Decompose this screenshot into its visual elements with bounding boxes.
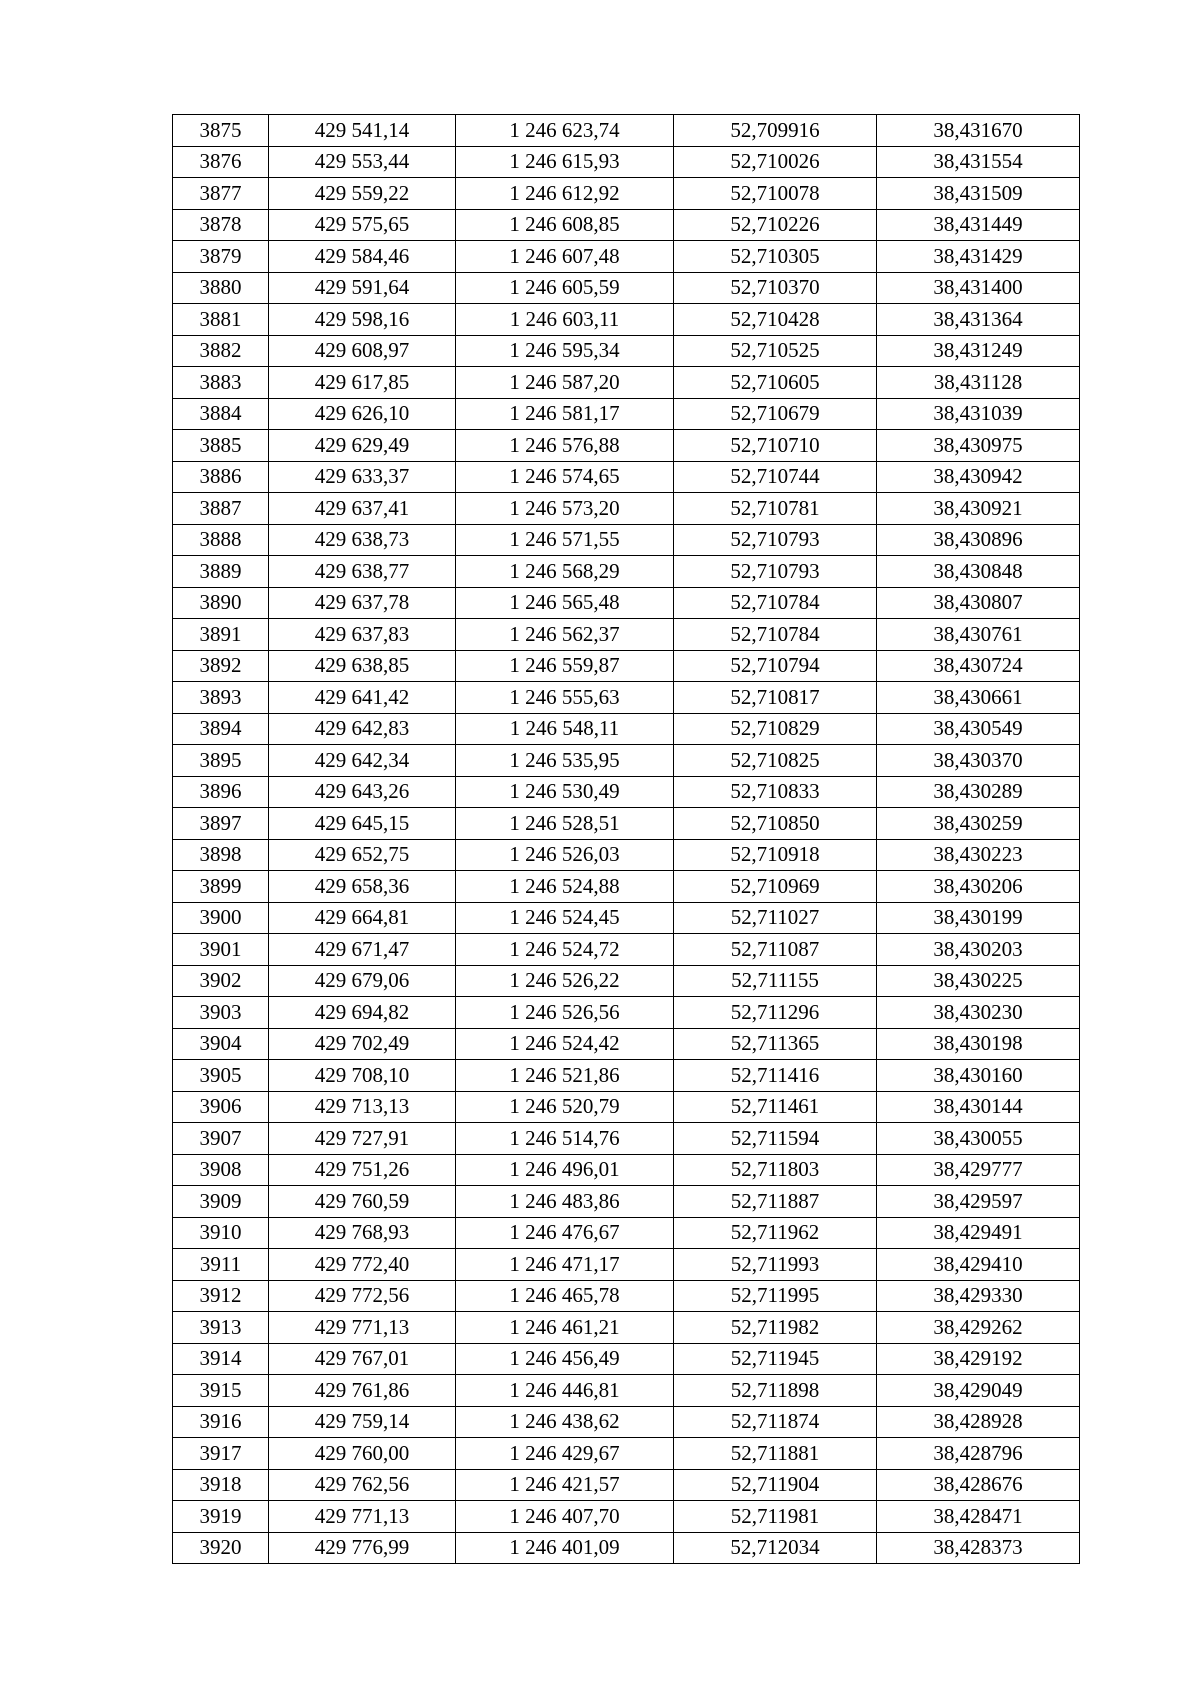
y-coordinate-cell: 1 246 607,48 [456, 241, 674, 273]
latitude-cell: 52,710525 [674, 335, 877, 367]
coordinates-table [172, 114, 1080, 1564]
longitude-cell: 38,431039 [877, 398, 1080, 430]
longitude-cell: 38,430975 [877, 430, 1080, 462]
x-coordinate-cell: 429 642,83 [269, 713, 456, 745]
longitude-cell: 38,430942 [877, 461, 1080, 493]
y-coordinate-cell: 1 246 496,01 [456, 1154, 674, 1186]
longitude-cell: 38,431670 [877, 115, 1080, 147]
longitude-cell: 38,429262 [877, 1312, 1080, 1344]
y-coordinate-cell: 1 246 574,65 [456, 461, 674, 493]
table-row [173, 902, 1080, 934]
point-number-cell: 3876 [173, 146, 269, 178]
longitude-cell: 38,430223 [877, 839, 1080, 871]
latitude-cell: 52,711416 [674, 1060, 877, 1092]
table-row [173, 1249, 1080, 1281]
point-number-cell: 3912 [173, 1280, 269, 1312]
x-coordinate-cell: 429 637,41 [269, 493, 456, 525]
point-number-cell: 3911 [173, 1249, 269, 1281]
x-coordinate-cell: 429 679,06 [269, 965, 456, 997]
point-number-cell: 3919 [173, 1501, 269, 1533]
latitude-cell: 52,710226 [674, 209, 877, 241]
x-coordinate-cell: 429 638,73 [269, 524, 456, 556]
latitude-cell: 52,710793 [674, 524, 877, 556]
latitude-cell: 52,711461 [674, 1091, 877, 1123]
longitude-cell: 38,431400 [877, 272, 1080, 304]
table-row [173, 776, 1080, 808]
y-coordinate-cell: 1 246 573,20 [456, 493, 674, 525]
latitude-cell: 52,710305 [674, 241, 877, 273]
point-number-cell: 3898 [173, 839, 269, 871]
x-coordinate-cell: 429 727,91 [269, 1123, 456, 1155]
table-row [173, 367, 1080, 399]
latitude-cell: 52,711982 [674, 1312, 877, 1344]
y-coordinate-cell: 1 246 483,86 [456, 1186, 674, 1218]
x-coordinate-cell: 429 762,56 [269, 1469, 456, 1501]
latitude-cell: 52,711594 [674, 1123, 877, 1155]
table-row [173, 115, 1080, 147]
y-coordinate-cell: 1 246 535,95 [456, 745, 674, 777]
table-row [173, 1028, 1080, 1060]
x-coordinate-cell: 429 658,36 [269, 871, 456, 903]
y-coordinate-cell: 1 246 565,48 [456, 587, 674, 619]
point-number-cell: 3902 [173, 965, 269, 997]
latitude-cell: 52,711296 [674, 997, 877, 1029]
point-number-cell: 3896 [173, 776, 269, 808]
table-row [173, 965, 1080, 997]
table-row [173, 650, 1080, 682]
point-number-cell: 3903 [173, 997, 269, 1029]
table-row [173, 493, 1080, 525]
table-row [173, 272, 1080, 304]
point-number-cell: 3887 [173, 493, 269, 525]
point-number-cell: 3908 [173, 1154, 269, 1186]
table-row [173, 1501, 1080, 1533]
point-number-cell: 3907 [173, 1123, 269, 1155]
x-coordinate-cell: 429 638,77 [269, 556, 456, 588]
x-coordinate-cell: 429 617,85 [269, 367, 456, 399]
latitude-cell: 52,710078 [674, 178, 877, 210]
latitude-cell: 52,710428 [674, 304, 877, 336]
point-number-cell: 3893 [173, 682, 269, 714]
point-number-cell: 3895 [173, 745, 269, 777]
longitude-cell: 38,431429 [877, 241, 1080, 273]
latitude-cell: 52,711087 [674, 934, 877, 966]
table-row [173, 1123, 1080, 1155]
table-row [173, 209, 1080, 241]
x-coordinate-cell: 429 633,37 [269, 461, 456, 493]
latitude-cell: 52,711981 [674, 1501, 877, 1533]
x-coordinate-cell: 429 708,10 [269, 1060, 456, 1092]
y-coordinate-cell: 1 246 446,81 [456, 1375, 674, 1407]
y-coordinate-cell: 1 246 429,67 [456, 1438, 674, 1470]
y-coordinate-cell: 1 246 623,74 [456, 115, 674, 147]
table-row [173, 1312, 1080, 1344]
y-coordinate-cell: 1 246 548,11 [456, 713, 674, 745]
longitude-cell: 38,429491 [877, 1217, 1080, 1249]
latitude-cell: 52,711027 [674, 902, 877, 934]
table-row [173, 524, 1080, 556]
point-number-cell: 3877 [173, 178, 269, 210]
longitude-cell: 38,429410 [877, 1249, 1080, 1281]
longitude-cell: 38,430724 [877, 650, 1080, 682]
table-row [173, 1375, 1080, 1407]
latitude-cell: 52,711995 [674, 1280, 877, 1312]
table-row [173, 146, 1080, 178]
y-coordinate-cell: 1 246 615,93 [456, 146, 674, 178]
table-row [173, 1280, 1080, 1312]
x-coordinate-cell: 429 767,01 [269, 1343, 456, 1375]
table-row [173, 745, 1080, 777]
x-coordinate-cell: 429 771,13 [269, 1501, 456, 1533]
latitude-cell: 52,710605 [674, 367, 877, 399]
y-coordinate-cell: 1 246 571,55 [456, 524, 674, 556]
longitude-cell: 38,431128 [877, 367, 1080, 399]
latitude-cell: 52,711803 [674, 1154, 877, 1186]
point-number-cell: 3886 [173, 461, 269, 493]
table-row [173, 1154, 1080, 1186]
point-number-cell: 3892 [173, 650, 269, 682]
point-number-cell: 3904 [173, 1028, 269, 1060]
x-coordinate-cell: 429 629,49 [269, 430, 456, 462]
longitude-cell: 38,430289 [877, 776, 1080, 808]
y-coordinate-cell: 1 246 555,63 [456, 682, 674, 714]
x-coordinate-cell: 429 637,78 [269, 587, 456, 619]
x-coordinate-cell: 429 751,26 [269, 1154, 456, 1186]
longitude-cell: 38,428796 [877, 1438, 1080, 1470]
longitude-cell: 38,430661 [877, 682, 1080, 714]
x-coordinate-cell: 429 760,59 [269, 1186, 456, 1218]
point-number-cell: 3883 [173, 367, 269, 399]
y-coordinate-cell: 1 246 514,76 [456, 1123, 674, 1155]
point-number-cell: 3880 [173, 272, 269, 304]
longitude-cell: 38,430370 [877, 745, 1080, 777]
point-number-cell: 3894 [173, 713, 269, 745]
x-coordinate-cell: 429 713,13 [269, 1091, 456, 1123]
point-number-cell: 3905 [173, 1060, 269, 1092]
y-coordinate-cell: 1 246 465,78 [456, 1280, 674, 1312]
table-row [173, 934, 1080, 966]
longitude-cell: 38,430921 [877, 493, 1080, 525]
y-coordinate-cell: 1 246 526,03 [456, 839, 674, 871]
longitude-cell: 38,428373 [877, 1532, 1080, 1564]
y-coordinate-cell: 1 246 612,92 [456, 178, 674, 210]
point-number-cell: 3906 [173, 1091, 269, 1123]
y-coordinate-cell: 1 246 568,29 [456, 556, 674, 588]
table-row [173, 997, 1080, 1029]
table-row [173, 1438, 1080, 1470]
x-coordinate-cell: 429 664,81 [269, 902, 456, 934]
y-coordinate-cell: 1 246 605,59 [456, 272, 674, 304]
longitude-cell: 38,430055 [877, 1123, 1080, 1155]
y-coordinate-cell: 1 246 407,70 [456, 1501, 674, 1533]
x-coordinate-cell: 429 608,97 [269, 335, 456, 367]
longitude-cell: 38,429777 [877, 1154, 1080, 1186]
latitude-cell: 52,710829 [674, 713, 877, 745]
longitude-cell: 38,430259 [877, 808, 1080, 840]
point-number-cell: 3917 [173, 1438, 269, 1470]
longitude-cell: 38,430230 [877, 997, 1080, 1029]
y-coordinate-cell: 1 246 603,11 [456, 304, 674, 336]
point-number-cell: 3882 [173, 335, 269, 367]
point-number-cell: 3913 [173, 1312, 269, 1344]
y-coordinate-cell: 1 246 476,67 [456, 1217, 674, 1249]
point-number-cell: 3901 [173, 934, 269, 966]
longitude-cell: 38,428676 [877, 1469, 1080, 1501]
x-coordinate-cell: 429 776,99 [269, 1532, 456, 1564]
x-coordinate-cell: 429 772,40 [269, 1249, 456, 1281]
latitude-cell: 52,710679 [674, 398, 877, 430]
table-row [173, 682, 1080, 714]
latitude-cell: 52,711881 [674, 1438, 877, 1470]
y-coordinate-cell: 1 246 456,49 [456, 1343, 674, 1375]
y-coordinate-cell: 1 246 581,17 [456, 398, 674, 430]
y-coordinate-cell: 1 246 438,62 [456, 1406, 674, 1438]
point-number-cell: 3897 [173, 808, 269, 840]
latitude-cell: 52,710918 [674, 839, 877, 871]
y-coordinate-cell: 1 246 524,42 [456, 1028, 674, 1060]
table-row [173, 839, 1080, 871]
latitude-cell: 52,710833 [674, 776, 877, 808]
point-number-cell: 3885 [173, 430, 269, 462]
longitude-cell: 38,430203 [877, 934, 1080, 966]
longitude-cell: 38,431249 [877, 335, 1080, 367]
x-coordinate-cell: 429 591,64 [269, 272, 456, 304]
y-coordinate-cell: 1 246 595,34 [456, 335, 674, 367]
longitude-cell: 38,430198 [877, 1028, 1080, 1060]
x-coordinate-cell: 429 626,10 [269, 398, 456, 430]
x-coordinate-cell: 429 559,22 [269, 178, 456, 210]
y-coordinate-cell: 1 246 528,51 [456, 808, 674, 840]
x-coordinate-cell: 429 575,65 [269, 209, 456, 241]
y-coordinate-cell: 1 246 562,37 [456, 619, 674, 651]
point-number-cell: 3888 [173, 524, 269, 556]
latitude-cell: 52,710784 [674, 619, 877, 651]
longitude-cell: 38,429049 [877, 1375, 1080, 1407]
coordinates-table-body [173, 115, 1080, 1564]
latitude-cell: 52,711365 [674, 1028, 877, 1060]
y-coordinate-cell: 1 246 530,49 [456, 776, 674, 808]
x-coordinate-cell: 429 637,83 [269, 619, 456, 651]
y-coordinate-cell: 1 246 526,56 [456, 997, 674, 1029]
longitude-cell: 38,430807 [877, 587, 1080, 619]
latitude-cell: 52,710784 [674, 587, 877, 619]
point-number-cell: 3909 [173, 1186, 269, 1218]
longitude-cell: 38,429330 [877, 1280, 1080, 1312]
latitude-cell: 52,710793 [674, 556, 877, 588]
point-number-cell: 3878 [173, 209, 269, 241]
x-coordinate-cell: 429 768,93 [269, 1217, 456, 1249]
longitude-cell: 38,430896 [877, 524, 1080, 556]
point-number-cell: 3890 [173, 587, 269, 619]
longitude-cell: 38,429597 [877, 1186, 1080, 1218]
y-coordinate-cell: 1 246 524,45 [456, 902, 674, 934]
latitude-cell: 52,710710 [674, 430, 877, 462]
latitude-cell: 52,711155 [674, 965, 877, 997]
longitude-cell: 38,430848 [877, 556, 1080, 588]
table-row [173, 1406, 1080, 1438]
latitude-cell: 52,710850 [674, 808, 877, 840]
table-row [173, 713, 1080, 745]
x-coordinate-cell: 429 541,14 [269, 115, 456, 147]
latitude-cell: 52,711993 [674, 1249, 877, 1281]
table-row [173, 1532, 1080, 1564]
longitude-cell: 38,430160 [877, 1060, 1080, 1092]
y-coordinate-cell: 1 246 461,21 [456, 1312, 674, 1344]
x-coordinate-cell: 429 771,13 [269, 1312, 456, 1344]
table-row [173, 304, 1080, 336]
table-row [173, 1343, 1080, 1375]
point-number-cell: 3899 [173, 871, 269, 903]
longitude-cell: 38,428471 [877, 1501, 1080, 1533]
longitude-cell: 38,430144 [877, 1091, 1080, 1123]
x-coordinate-cell: 429 759,14 [269, 1406, 456, 1438]
latitude-cell: 52,710744 [674, 461, 877, 493]
longitude-cell: 38,430206 [877, 871, 1080, 903]
table-row [173, 1060, 1080, 1092]
x-coordinate-cell: 429 598,16 [269, 304, 456, 336]
longitude-cell: 38,431449 [877, 209, 1080, 241]
latitude-cell: 52,711898 [674, 1375, 877, 1407]
latitude-cell: 52,710794 [674, 650, 877, 682]
y-coordinate-cell: 1 246 421,57 [456, 1469, 674, 1501]
x-coordinate-cell: 429 553,44 [269, 146, 456, 178]
table-row [173, 178, 1080, 210]
latitude-cell: 52,711874 [674, 1406, 877, 1438]
table-row [173, 1469, 1080, 1501]
y-coordinate-cell: 1 246 587,20 [456, 367, 674, 399]
table-row [173, 398, 1080, 430]
latitude-cell: 52,710817 [674, 682, 877, 714]
table-row [173, 461, 1080, 493]
x-coordinate-cell: 429 652,75 [269, 839, 456, 871]
latitude-cell: 52,710026 [674, 146, 877, 178]
longitude-cell: 38,430549 [877, 713, 1080, 745]
longitude-cell: 38,430761 [877, 619, 1080, 651]
point-number-cell: 3884 [173, 398, 269, 430]
latitude-cell: 52,711962 [674, 1217, 877, 1249]
latitude-cell: 52,712034 [674, 1532, 877, 1564]
y-coordinate-cell: 1 246 524,88 [456, 871, 674, 903]
latitude-cell: 52,710781 [674, 493, 877, 525]
point-number-cell: 3915 [173, 1375, 269, 1407]
point-number-cell: 3875 [173, 115, 269, 147]
y-coordinate-cell: 1 246 524,72 [456, 934, 674, 966]
point-number-cell: 3910 [173, 1217, 269, 1249]
longitude-cell: 38,430199 [877, 902, 1080, 934]
table-row [173, 430, 1080, 462]
x-coordinate-cell: 429 645,15 [269, 808, 456, 840]
point-number-cell: 3914 [173, 1343, 269, 1375]
x-coordinate-cell: 429 702,49 [269, 1028, 456, 1060]
point-number-cell: 3889 [173, 556, 269, 588]
table-row [173, 1186, 1080, 1218]
x-coordinate-cell: 429 638,85 [269, 650, 456, 682]
longitude-cell: 38,430225 [877, 965, 1080, 997]
table-row [173, 619, 1080, 651]
latitude-cell: 52,710825 [674, 745, 877, 777]
table-row [173, 871, 1080, 903]
x-coordinate-cell: 429 761,86 [269, 1375, 456, 1407]
point-number-cell: 3900 [173, 902, 269, 934]
point-number-cell: 3879 [173, 241, 269, 273]
x-coordinate-cell: 429 641,42 [269, 682, 456, 714]
point-number-cell: 3916 [173, 1406, 269, 1438]
latitude-cell: 52,711887 [674, 1186, 877, 1218]
latitude-cell: 52,710370 [674, 272, 877, 304]
x-coordinate-cell: 429 772,56 [269, 1280, 456, 1312]
table-row [173, 808, 1080, 840]
table-row [173, 241, 1080, 273]
table-row [173, 1217, 1080, 1249]
point-number-cell: 3881 [173, 304, 269, 336]
longitude-cell: 38,431554 [877, 146, 1080, 178]
longitude-cell: 38,431509 [877, 178, 1080, 210]
longitude-cell: 38,428928 [877, 1406, 1080, 1438]
x-coordinate-cell: 429 694,82 [269, 997, 456, 1029]
x-coordinate-cell: 429 760,00 [269, 1438, 456, 1470]
table-row [173, 556, 1080, 588]
x-coordinate-cell: 429 643,26 [269, 776, 456, 808]
y-coordinate-cell: 1 246 576,88 [456, 430, 674, 462]
x-coordinate-cell: 429 584,46 [269, 241, 456, 273]
x-coordinate-cell: 429 642,34 [269, 745, 456, 777]
longitude-cell: 38,431364 [877, 304, 1080, 336]
latitude-cell: 52,710969 [674, 871, 877, 903]
table-row [173, 335, 1080, 367]
y-coordinate-cell: 1 246 520,79 [456, 1091, 674, 1123]
latitude-cell: 52,711945 [674, 1343, 877, 1375]
point-number-cell: 3920 [173, 1532, 269, 1564]
latitude-cell: 52,711904 [674, 1469, 877, 1501]
y-coordinate-cell: 1 246 521,86 [456, 1060, 674, 1092]
table-row [173, 587, 1080, 619]
longitude-cell: 38,429192 [877, 1343, 1080, 1375]
latitude-cell: 52,709916 [674, 115, 877, 147]
table-row [173, 1091, 1080, 1123]
point-number-cell: 3918 [173, 1469, 269, 1501]
y-coordinate-cell: 1 246 559,87 [456, 650, 674, 682]
y-coordinate-cell: 1 246 401,09 [456, 1532, 674, 1564]
x-coordinate-cell: 429 671,47 [269, 934, 456, 966]
point-number-cell: 3891 [173, 619, 269, 651]
y-coordinate-cell: 1 246 526,22 [456, 965, 674, 997]
y-coordinate-cell: 1 246 471,17 [456, 1249, 674, 1281]
y-coordinate-cell: 1 246 608,85 [456, 209, 674, 241]
